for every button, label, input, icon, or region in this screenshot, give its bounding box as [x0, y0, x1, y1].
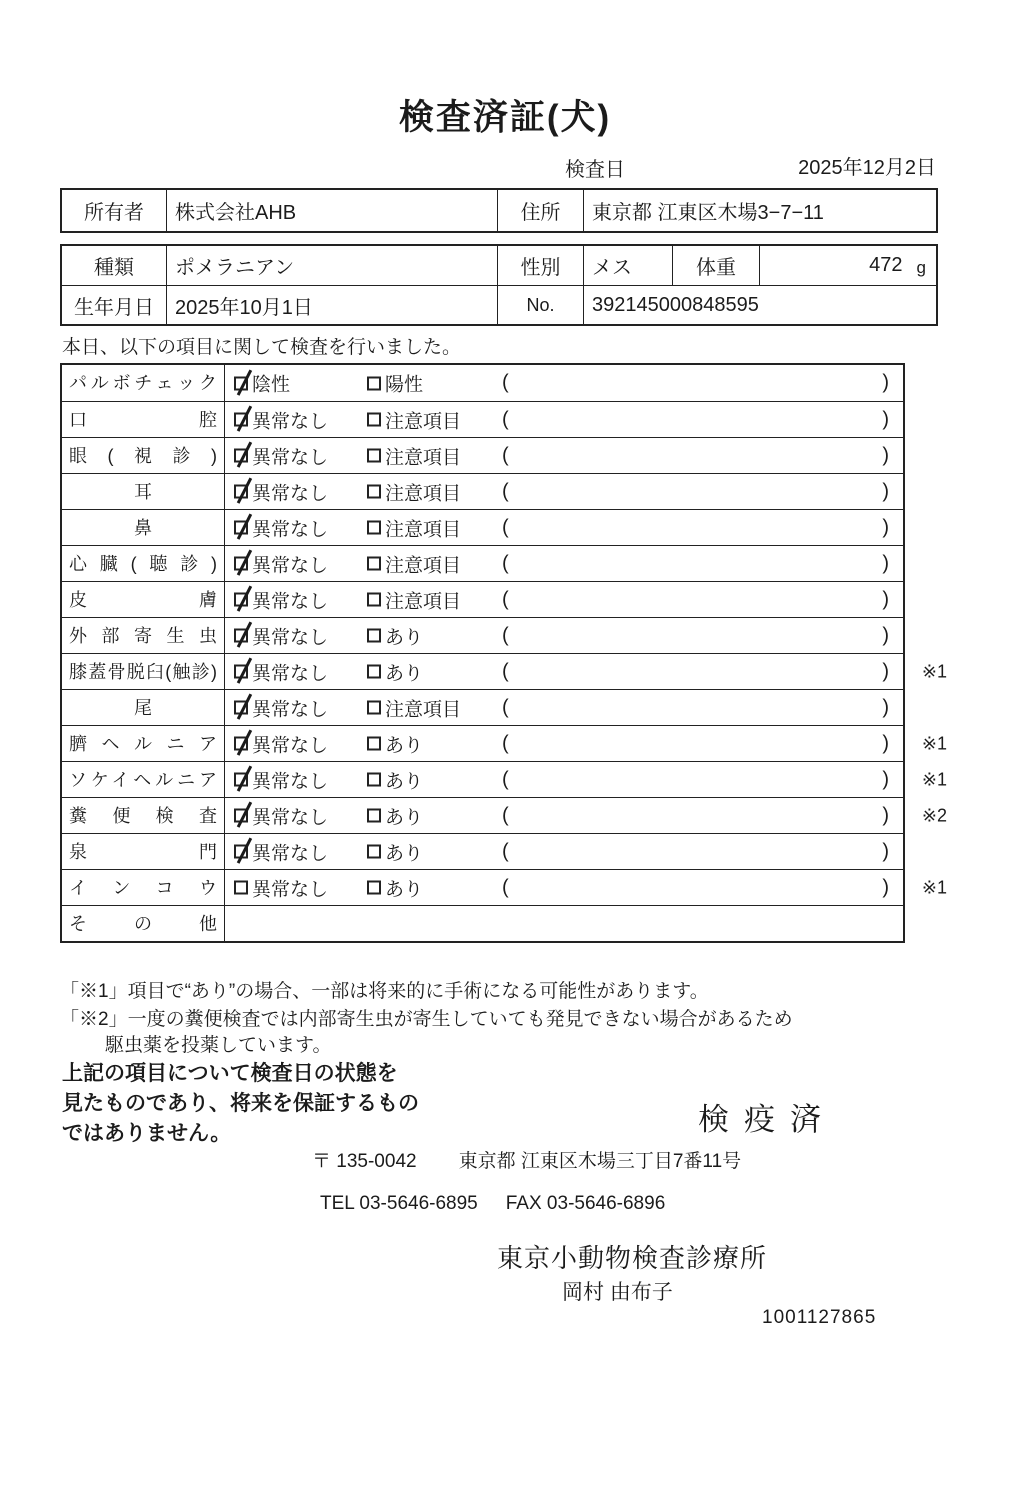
- paren-open: (: [502, 876, 509, 898]
- checklist-row: [62, 509, 903, 545]
- paren-close: ): [882, 480, 889, 502]
- option-1-label: 異常なし: [252, 519, 329, 540]
- option-2-label: 注意項目: [385, 483, 462, 504]
- checklist-row: [62, 905, 903, 941]
- checkbox-icon: [367, 737, 381, 751]
- checkbox-icon: [367, 665, 381, 679]
- option-2-label: 注意項目: [385, 591, 462, 612]
- checklist-row-label: インコウ: [62, 870, 225, 905]
- checklist-row-options: [225, 798, 903, 833]
- checkbox-icon: [367, 557, 381, 571]
- option-2: [367, 658, 423, 685]
- birthdate-value: 2025年10月1日: [167, 286, 498, 324]
- checklist-row-label: その他: [62, 906, 225, 941]
- postal-code: 〒 135-0042: [312, 1151, 417, 1172]
- checkbox-icon: [367, 449, 381, 463]
- option-1: [234, 874, 328, 901]
- option-2-label: 注意項目: [385, 411, 462, 432]
- checklist-row-label: 膝蓋骨脱臼(触診): [62, 654, 225, 689]
- row-footnote-marker: ※1: [921, 769, 947, 789]
- paren-open: (: [502, 552, 509, 574]
- quarantine-stamp: 検疫済: [698, 1102, 836, 1137]
- paren-close: ): [882, 588, 889, 610]
- checkbox-icon: [367, 845, 381, 859]
- paren-close: ): [882, 516, 889, 538]
- row-footnote-marker: ※1: [921, 877, 947, 897]
- checkbox-icon: [367, 413, 381, 427]
- owner-label: 所有者: [62, 190, 167, 231]
- option-2: [367, 874, 423, 901]
- option-1: [234, 838, 328, 865]
- paren-close: ): [882, 660, 889, 682]
- option-1-label: 異常なし: [252, 411, 329, 432]
- sex-value: メス: [584, 246, 673, 285]
- option-1-label: 異常なし: [252, 879, 329, 900]
- paren-open: (: [502, 840, 509, 862]
- row-footnote-marker: ※1: [921, 733, 947, 753]
- checkbox-icon: [234, 449, 248, 463]
- option-1: [234, 658, 328, 685]
- checklist-row: [62, 617, 903, 653]
- checkbox-icon: [234, 773, 248, 787]
- sex-label: 性別: [498, 246, 584, 285]
- weight-unit: g: [916, 257, 926, 277]
- option-2-label: あり: [385, 843, 424, 864]
- clinic-address: 東京都 江東区木場三丁目7番11号: [458, 1151, 742, 1172]
- checklist-row: [62, 365, 903, 401]
- option-1: [234, 442, 328, 469]
- inspection-date-label: 検査日: [565, 159, 625, 181]
- species-value: ポメラニアン: [167, 246, 498, 285]
- option-2: [367, 478, 461, 505]
- option-2: [367, 730, 423, 757]
- number-label: No.: [498, 286, 584, 324]
- option-2: [367, 406, 461, 433]
- footnote-2-line1: 「※2」一度の糞便検査では内部寄生虫が寄生していても発見できない場合があるため: [60, 1009, 793, 1030]
- disclaimer-line-1: 上記の項目について検査日の状態を: [62, 1062, 398, 1085]
- option-2-label: あり: [385, 879, 424, 900]
- paren-open: (: [502, 624, 509, 646]
- checklist-row: [62, 797, 947, 833]
- option-2-label: あり: [385, 771, 424, 792]
- paren-open: (: [502, 444, 509, 466]
- checklist-row: [62, 725, 947, 761]
- weight-value: 472: [869, 254, 903, 276]
- checklist-row-options: [225, 834, 903, 869]
- checkbox-icon: [367, 629, 381, 643]
- checklist-row-label: パルボチェック: [62, 365, 225, 401]
- option-2: [367, 370, 423, 397]
- veterinarian-name: 岡村 由布子: [562, 1281, 673, 1304]
- paren-open: (: [502, 696, 509, 718]
- checklist-row-label: 心臓(聴診): [62, 546, 225, 581]
- checklist-row-options: [225, 762, 903, 797]
- option-2: [367, 442, 461, 469]
- checkbox-icon: [234, 521, 248, 535]
- paren-close: ): [882, 444, 889, 466]
- checklist-row-label: 口腔: [62, 402, 225, 437]
- option-2-label: 陽性: [385, 374, 424, 396]
- clinic-tel: TEL 03-5646-6895: [320, 1193, 478, 1214]
- option-1: [234, 766, 328, 793]
- option-1-label: 異常なし: [252, 843, 329, 864]
- checklist-row-options: [225, 365, 903, 401]
- checkbox-icon: [234, 881, 248, 895]
- option-1: [234, 730, 328, 757]
- option-1: [234, 406, 328, 433]
- checkbox-icon: [234, 845, 248, 859]
- clinic-fax: FAX 03-5646-6896: [505, 1193, 666, 1214]
- checklist-row-options: [225, 726, 903, 761]
- checklist-row: [62, 401, 903, 437]
- paren-close: ): [882, 840, 889, 862]
- checklist-row-options: [225, 690, 903, 725]
- option-1: [234, 514, 328, 541]
- option-1: [234, 802, 328, 829]
- owner-value: 株式会社AHB: [167, 190, 498, 231]
- checklist-row-label: 外部寄生虫: [62, 618, 225, 653]
- checkbox-icon: [367, 376, 381, 390]
- option-2-label: あり: [385, 807, 424, 828]
- option-2: [367, 550, 461, 577]
- checkbox-icon: [234, 376, 248, 390]
- checklist-row-label: ソケイヘルニア: [62, 762, 225, 797]
- paren-open: (: [502, 660, 509, 682]
- checkbox-icon: [367, 701, 381, 715]
- option-1: [234, 550, 328, 577]
- checkbox-icon: [234, 557, 248, 571]
- option-1: [234, 622, 328, 649]
- disclaimer: [62, 1059, 419, 1149]
- checklist-row: [62, 473, 903, 509]
- checkbox-icon: [367, 521, 381, 535]
- option-1-label: 異常なし: [252, 735, 329, 756]
- disclaimer-line-2: 見たものであり、将来を保証するもの: [62, 1092, 419, 1115]
- checkbox-icon: [367, 881, 381, 895]
- checklist-row-options: [225, 546, 903, 581]
- document-code: 1001127865: [762, 1307, 877, 1328]
- paren-open: (: [502, 588, 509, 610]
- paren-close: ): [882, 732, 889, 754]
- checkbox-icon: [234, 701, 248, 715]
- checklist-table: [60, 363, 947, 943]
- checklist-row-label: 鼻: [62, 510, 225, 545]
- weight-label: 体重: [673, 246, 760, 285]
- paren-open: (: [502, 408, 509, 430]
- footnote-1: 「※1」項目で“あり”の場合、一部は将来的に手術になる可能性があります。: [60, 981, 709, 1002]
- option-2: [367, 694, 461, 721]
- animal-table: [60, 244, 938, 326]
- number-value: 392145000848595: [592, 293, 759, 316]
- option-1-label: 異常なし: [252, 771, 329, 792]
- checklist-row: [62, 689, 903, 725]
- checklist-row: [62, 581, 903, 617]
- option-2-label: あり: [385, 663, 424, 684]
- footnote-2-line2: 駆虫薬を投薬しています。: [105, 1035, 332, 1056]
- clinic-name: 東京小動物検査診療所: [497, 1243, 768, 1273]
- checkbox-icon: [234, 809, 248, 823]
- option-2-label: 注意項目: [385, 519, 462, 540]
- owner-address-label: 住所: [498, 190, 584, 231]
- option-2: [367, 514, 461, 541]
- checklist-row: [62, 545, 903, 581]
- option-1-label: 異常なし: [252, 447, 329, 468]
- paren-open: (: [502, 516, 509, 538]
- option-1: [234, 478, 328, 505]
- disclaimer-line-3: ではありません。: [62, 1122, 232, 1145]
- checkbox-icon: [367, 809, 381, 823]
- option-1-label: 異常なし: [252, 483, 329, 504]
- paren-close: ): [882, 371, 889, 394]
- checkbox-icon: [367, 773, 381, 787]
- checkbox-icon: [367, 485, 381, 499]
- option-1-label: 異常なし: [252, 627, 329, 648]
- intro-sentence: 本日、以下の項目に関して検査を行いました。: [62, 337, 462, 358]
- checklist-row-label: 糞便検査: [62, 798, 225, 833]
- checklist-row-label: 尾: [62, 690, 225, 725]
- checklist-row: [62, 833, 903, 869]
- checklist-row: [62, 761, 947, 797]
- checklist-row-label: 眼(視診): [62, 438, 225, 473]
- checkbox-icon: [234, 629, 248, 643]
- clinic-phone-row: [320, 1193, 665, 1215]
- paren-open: (: [502, 480, 509, 502]
- option-1-label: 異常なし: [252, 663, 329, 684]
- paren-close: ): [882, 552, 889, 574]
- checklist-row-options: [225, 510, 903, 545]
- checklist-row-options: [225, 402, 903, 437]
- row-footnote-marker: ※2: [921, 805, 947, 825]
- option-1-label: 異常なし: [252, 555, 329, 576]
- option-1: [234, 370, 290, 397]
- checklist-row-options: [225, 654, 903, 689]
- checklist-row-label: 臍ヘルニア: [62, 726, 225, 761]
- clinic-address-row: [312, 1146, 741, 1173]
- paren-open: (: [502, 371, 509, 394]
- animal-row-2: [62, 285, 936, 324]
- checklist-row-options: [225, 582, 903, 617]
- owner-table: [60, 188, 938, 233]
- option-1-label: 異常なし: [252, 807, 329, 828]
- paren-close: ): [882, 768, 889, 790]
- checklist-row: [62, 437, 903, 473]
- birthdate-label: 生年月日: [62, 286, 167, 324]
- checklist-row-options: [225, 906, 903, 941]
- checkbox-icon: [367, 593, 381, 607]
- inspection-date-value: 2025年12月2日: [798, 157, 936, 179]
- checklist-row-options: [225, 474, 903, 509]
- paren-close: ): [882, 804, 889, 826]
- option-2-label: あり: [385, 735, 424, 756]
- option-1-label: 異常なし: [252, 591, 329, 612]
- checklist-row: [62, 653, 947, 689]
- option-2-label: 注意項目: [385, 447, 462, 468]
- paren-open: (: [502, 768, 509, 790]
- page-title: 検査済証(犬): [398, 98, 612, 137]
- checklist-row-options: [225, 870, 903, 905]
- checkbox-icon: [234, 737, 248, 751]
- paren-close: ): [882, 696, 889, 718]
- paren-open: (: [502, 732, 509, 754]
- option-2: [367, 766, 423, 793]
- owner-address-value: 東京都 江東区木場3−7−11: [592, 202, 824, 224]
- checklist-row-label: 皮膚: [62, 582, 225, 617]
- checkbox-icon: [234, 413, 248, 427]
- paren-close: ): [882, 876, 889, 898]
- paren-open: (: [502, 804, 509, 826]
- option-2: [367, 586, 461, 613]
- checklist-row-options: [225, 438, 903, 473]
- option-1-label: 異常なし: [252, 699, 329, 720]
- checkbox-icon: [234, 485, 248, 499]
- option-2-label: 注意項目: [385, 699, 462, 720]
- option-2-label: あり: [385, 627, 424, 648]
- option-2-label: 注意項目: [385, 555, 462, 576]
- option-2: [367, 802, 423, 829]
- option-1-label: 陰性: [252, 374, 291, 396]
- checklist-row: [62, 869, 947, 905]
- paren-close: ): [882, 408, 889, 430]
- checkbox-icon: [234, 593, 248, 607]
- animal-row-1: [62, 246, 936, 285]
- checklist-row-options: [225, 618, 903, 653]
- owner-row: [62, 190, 936, 231]
- species-label: 種類: [62, 246, 167, 285]
- checkbox-icon: [234, 665, 248, 679]
- paren-close: ): [882, 624, 889, 646]
- row-footnote-marker: ※1: [921, 661, 947, 681]
- option-1: [234, 586, 328, 613]
- weight-cell: [760, 246, 936, 285]
- option-1: [234, 694, 328, 721]
- option-2: [367, 838, 423, 865]
- checklist-row-label: 耳: [62, 474, 225, 509]
- checklist-row-label: 泉門: [62, 834, 225, 869]
- option-2: [367, 622, 423, 649]
